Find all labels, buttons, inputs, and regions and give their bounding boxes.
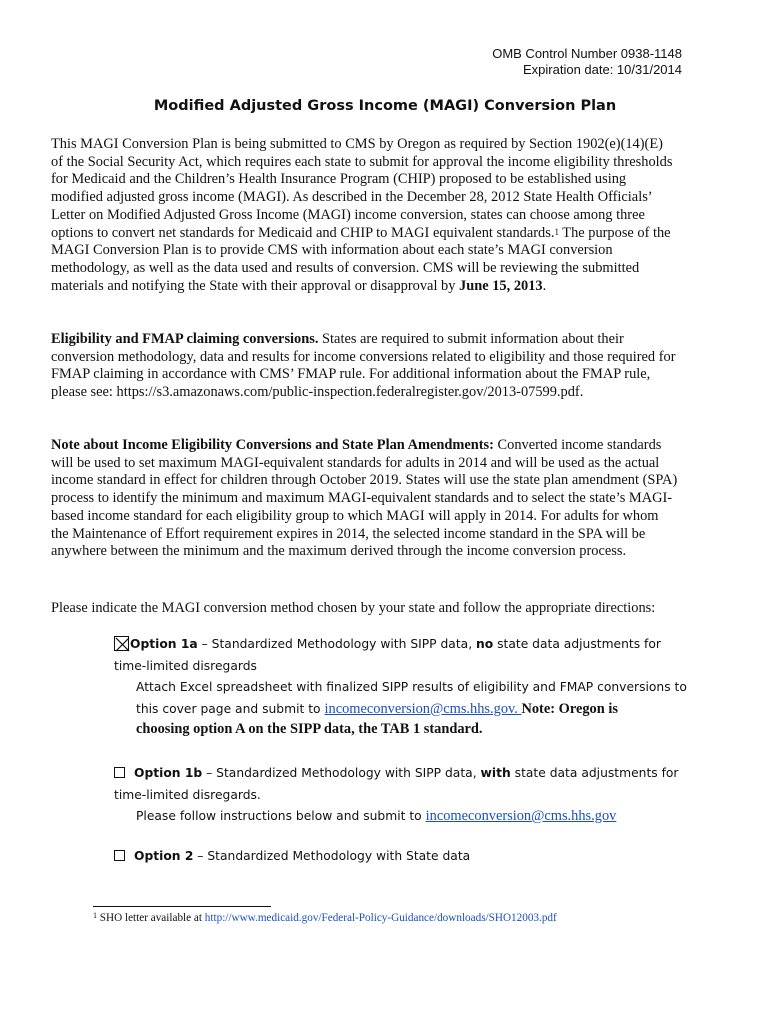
intro-text-a: This MAGI Conversion Plan is being submitted to CMS by Oregon as required by Section 1902(e)(14)(E) of the Social Security Act, which requires each state to submit for approval the income eligibility thresholds for Medicaid and the Children’s Health Insurance Program (CHIP) proposed to be established using modified adjusted gross income (MAGI). As described in the December 28, 2012 State Health Officials’ Letter on Modified Adjusted Gross Income (MAGI) income conversion, states can choose among three options to convert net standards for Medicaid and CHIP to MAGI equivalent standards. (51, 136, 673, 241)
option-2-label: Option 2 (134, 849, 194, 863)
instruction-text: Please indicate the MAGI conversion method chosen by your state and follow the appropriate directions: (51, 600, 656, 616)
intro-text-b: The purpose of the MAGI Conversion Plan is to provide CMS with information about each state’s MAGI conversion methodology, as well as the data used and results of conversion. CMS will be reviewing the submitted materials and notifying the State with their approval or disapproval by (51, 224, 671, 294)
footnote-text: SHO letter available at (97, 912, 205, 924)
omb-header (492, 46, 682, 78)
option-1a-sub-text: Attach Excel spreadsheet with finalized SIPP results of eligibility and FMAP conversions to this cover page and submit to (136, 680, 687, 716)
option-1b-emph: with (480, 766, 511, 780)
option-1a-email-link[interactable]: incomeconversion@cms.hhs.gov. (324, 700, 522, 717)
option-2 (114, 846, 674, 868)
footnote-url-link[interactable]: http://www.medicaid.gov/Federal-Policy-Guidance/downloads/SHO12003.pdf (204, 912, 557, 924)
deadline-date: June 15, 2013 (459, 277, 543, 294)
option-1b (114, 763, 694, 806)
note-paragraph (51, 437, 678, 561)
option-1a-emph: no (476, 637, 494, 651)
option-1a (114, 634, 674, 677)
document-title: Modified Adjusted Gross Income (MAGI) Conversion Plan (153, 98, 617, 114)
note-heading: Note about Income Eligibility Conversions and State Plan Amendments: (51, 437, 494, 453)
footnote-divider (93, 906, 271, 907)
eligibility-heading: Eligibility and FMAP claiming conversions. (51, 331, 319, 347)
option-1b-label: Option 1b (134, 766, 203, 780)
option-2-desc: – Standardized Methodology with State data (193, 849, 471, 863)
eligibility-paragraph (51, 331, 678, 402)
option-1b-desc-a: – Standardized Methodology with SIPP data, (202, 766, 481, 780)
eligibility-text: States are required to submit information about their conversion methodology, data and results for income conversions related to eligibility and those required for FMAP claiming in accordance with CMS’ FMAP rule. For additional information about the FMAP rule, please see: https://s3.amazonaws.com/public-inspection.federalregister.gov/2013-07599.pdf. (51, 331, 676, 401)
footnote-ref[interactable]: 1 (554, 226, 559, 237)
option-2-checkbox[interactable] (114, 850, 125, 861)
footnote-number: 1 (93, 911, 97, 920)
option-1b-desc-b: state data adjustments for time-limited disregards. (114, 766, 679, 802)
checked-x-icon (115, 637, 130, 652)
option-1b-checkbox[interactable] (114, 767, 125, 778)
omb-control-number: OMB Control Number 0938-1148 (492, 46, 682, 61)
option-1a-note-line2: choosing option A on the SIPP data, the TAB 1 standard. (136, 721, 483, 737)
option-1a-note: Note: Oregon is (521, 700, 618, 717)
option-1a-desc-a: – Standardized Methodology with SIPP data, (197, 637, 477, 651)
option-1a-desc-b: state data adjustments for time-limited disregards (114, 637, 661, 673)
option-1b-instructions (136, 806, 696, 828)
option-1a-instructions (136, 677, 696, 720)
intro-paragraph (51, 136, 678, 295)
note-text: Converted income standards will be used to set maximum MAGI-equivalent standards for adults in 2014 and will be used as the actual income standard in effect for children through October 2019. States will use the state plan amendment (SPA) process to identify the minimum and maximum MAGI-equivalent standards and to select the state’s MAGI-based income standard for each eligibility group to which MAGI will apply in 2014. For adults for whom the Maintenance of Effort requirement expires in 2014, the selected income standard in the SPA will be anywhere between the minimum and the maximum derived through the income conversion process. (51, 437, 678, 560)
option-1a-checkbox[interactable] (114, 636, 129, 651)
option-1b-email-link[interactable]: incomeconversion@cms.hhs.gov (425, 808, 617, 824)
intro-period: . (542, 277, 547, 294)
option-1a-label: Option 1a (130, 637, 198, 651)
option-1b-sub-text: Please follow instructions below and submit to (136, 809, 426, 823)
footnote (93, 912, 557, 924)
expiration-date: Expiration date: 10/31/2014 (522, 62, 682, 77)
